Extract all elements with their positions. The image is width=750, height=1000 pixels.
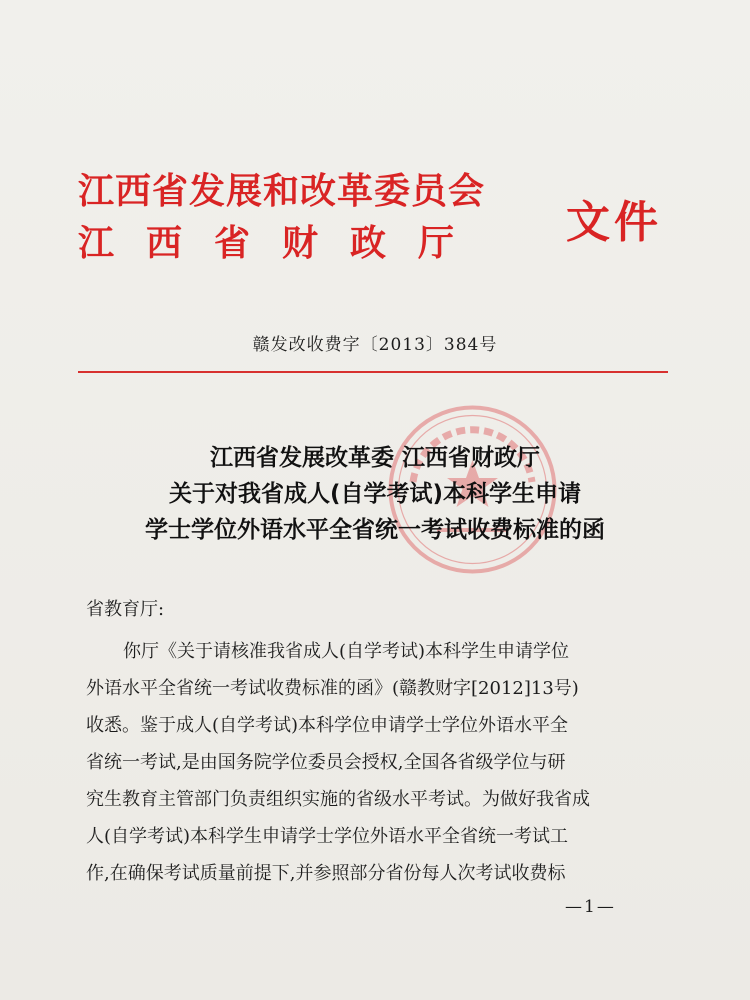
body-line: 你厅《关于请核准我省成人(自学考试)本科学生申请学位 [123,641,570,662]
body-line: 究生教育主管部门负责组织实施的省级水平考试。为做好我省成 [86,789,590,810]
document-title [0,440,750,548]
letterhead-divider [78,371,668,373]
body-line: 人(自学考试)本科学生申请学士学位外语水平全省统一考试工 [86,826,569,847]
page-number: —1— [565,897,616,917]
letterhead-issuers [78,168,558,266]
title-line-3: 学士学位外语水平全省统一考试收费标准的函 [145,517,605,543]
body-paragraph [86,633,666,892]
letterhead-suffix: 文件 [566,197,662,248]
letterhead-issuer-1: 江西省发展和改革委员会 [78,170,486,212]
title-line-2: 关于对我省成人(自学考试)本科学生申请 [168,481,582,507]
body-line: 作,在确保考试质量前提下,并参照部分省份每人次考试收费标 [86,863,566,884]
body-line: 收悉。鉴于成人(自学考试)本科学位申请学士学位外语水平全 [86,715,569,736]
letterhead-issuer-2: 江西省财政厅 [78,222,487,264]
body-line: 省统一考试,是由国务院学位委员会授权,全国各省级学位与研 [86,752,566,773]
recipient: 省教育厅: [86,599,165,620]
document-number: 赣发改收费字〔2013〕384号 [252,335,498,355]
title-line-1: 江西省发展改革委 江西省财政厅 [209,445,540,471]
body-line: 外语水平全省统一考试收费标准的函》(赣教财字[2012]13号) [86,678,579,699]
